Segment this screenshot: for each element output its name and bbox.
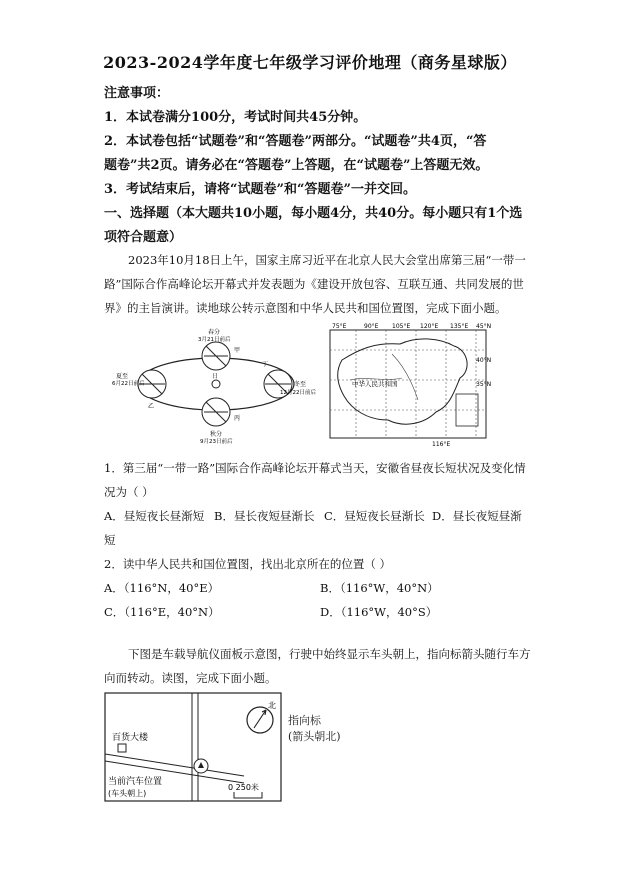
spring-label: 春分	[208, 329, 221, 336]
q1-stem-line-1: 1．第三届“一带一路”国际合作高峰论坛开幕式当天，安徽省昼夜长短状况及变化情	[104, 461, 526, 475]
q2-stem: 2．读中华人民共和国位置图，找出北京所在的位置（ ）	[104, 557, 391, 571]
orbit-point-c: 丙	[234, 415, 241, 422]
winter-date: 12月22日前后	[280, 390, 316, 396]
lon-75e: 75°E	[332, 323, 347, 330]
q2-option-b[interactable]: B．（116°W，40°N）	[320, 581, 439, 595]
q2-option-a[interactable]: A．（116°N，40°E）	[104, 581, 220, 595]
spring-date: 3月21日前后	[198, 337, 231, 343]
pointer-label: 指向标	[288, 714, 321, 727]
scale-bar-label: 0 250米	[228, 783, 259, 792]
lon-120e: 120°E	[420, 323, 439, 330]
q1-option-d[interactable]: D．昼长夜短昼渐	[432, 509, 522, 523]
north-mark-label: 北	[268, 701, 276, 710]
orbit-point-b: 乙	[148, 403, 155, 410]
summer-label: 夏至	[116, 373, 129, 380]
notice-item-1: 1．本试卷满分100分，考试时间共45分钟。	[104, 110, 367, 125]
notice-item-2-line-2: 题卷”共2页。请务必在“答题卷”上答题，在“试题卷”上答题无效。	[104, 158, 489, 173]
autumn-label: 秋分	[210, 431, 223, 438]
sun-label: 日	[212, 373, 219, 380]
lat-35n: 35°N	[476, 381, 492, 388]
lon-116e: 116°E	[432, 441, 451, 448]
section-heading-line-1: 一、选择题（本大题共10小题，每小题4分，共40分。每小题只有1个选	[104, 206, 523, 221]
passage-2-line-2: 向而转动。读图，完成下面小题。	[104, 671, 277, 685]
passage-2-line-1: 下图是车载导航仪面板示意图，行驶中始终显示车头朝上，指向标箭头随行车方	[128, 647, 531, 661]
lat-45n: 45°N	[476, 323, 492, 330]
summer-date: 6月22日前后	[112, 381, 145, 387]
q1-option-a[interactable]: A．昼短夜长昼渐短	[104, 509, 205, 523]
china-location-map	[322, 320, 494, 448]
pointer-note: (箭头朝北)	[288, 730, 341, 743]
notice-item-2-line-1: 2．本试卷包括“试题卷”和“答题卷”两部分。“试题卷”共4页，“答	[104, 134, 487, 149]
q1-stem-line-2: 况为（ ）	[104, 485, 154, 499]
orbit-point-d: 丁	[262, 361, 269, 368]
passage-1-line-2: 路”国际合作高峰论坛开幕式并发表题为《建设开放包容、互联互通、共同发展的世	[104, 277, 524, 291]
page-title: 2023-2024学年度七年级学习评价地理（商务星球版）	[103, 53, 517, 72]
lon-105e: 105°E	[392, 323, 411, 330]
q1-option-d-continued: 短	[104, 533, 116, 547]
lon-135e: 135°E	[450, 323, 469, 330]
notice-item-3: 3．考试结束后，请将“试题卷”和“答题卷”一并交回。	[104, 182, 416, 197]
navigation-panel-diagram	[104, 692, 284, 804]
car-position-label: 当前汽车位置	[108, 777, 163, 787]
earth-orbit-diagram	[112, 322, 316, 450]
china-label: 中华人民共和国	[352, 380, 398, 388]
car-position-note: (车头朝上)	[108, 789, 147, 798]
winter-label: 冬至	[294, 381, 307, 388]
department-store-label: 百货大楼	[112, 733, 149, 743]
q2-option-c[interactable]: C．（116°E，40°N）	[104, 605, 220, 619]
autumn-date: 9月23日前后	[200, 439, 233, 445]
notice-heading: 注意事项：	[104, 86, 170, 101]
section-heading-line-2: 项符合题意）	[104, 230, 183, 245]
passage-1-line-3: 界》的主旨演讲。读地球公转示意图和中华人民共和国位置图，完成下面小题。	[104, 301, 507, 315]
lon-90e: 90°E	[364, 323, 379, 330]
q1-option-c[interactable]: C．昼短夜长昼渐长	[324, 509, 425, 523]
orbit-point-a: 甲	[234, 347, 241, 354]
lat-40n: 40°N	[476, 357, 492, 364]
q1-option-b[interactable]: B．昼长夜短昼渐长	[214, 509, 315, 523]
passage-1-line-1: 2023年10月18日上午，国家主席习近平在北京人民大会堂出席第三届“一带一	[128, 253, 526, 267]
q2-option-d[interactable]: D．（116°W，40°S）	[320, 605, 438, 619]
